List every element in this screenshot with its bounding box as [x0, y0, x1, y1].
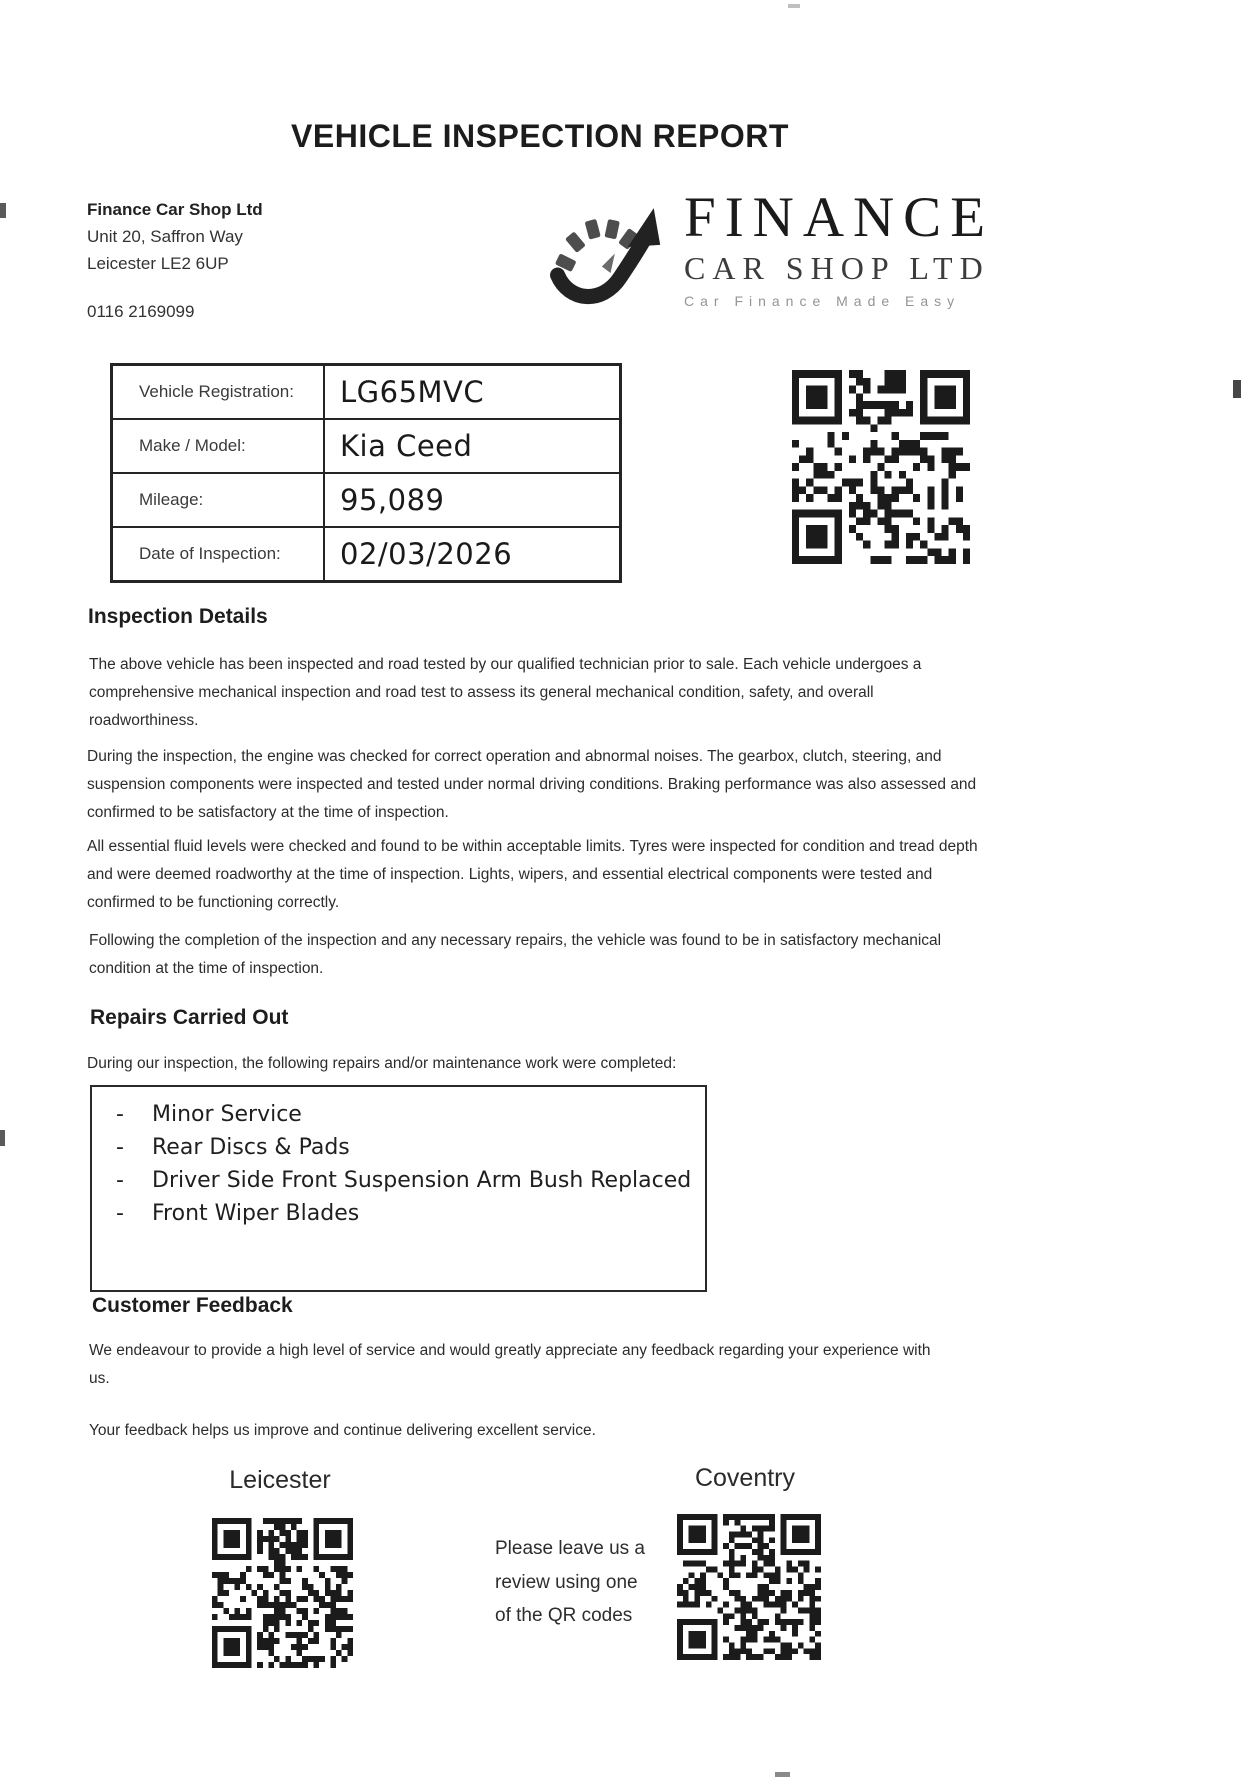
- location-label-leicester: Leicester: [229, 1466, 331, 1494]
- row-value: 02/03/2026: [340, 537, 513, 571]
- qr-review-note: [495, 1532, 645, 1633]
- inspection-paragraph-2: During the inspection, the engine was checked for correct operation and abnormal noises. The gearbox, clutch, steering, and suspension components were inspected and tested under normal driving conditions. Braking performance was also assessed and confirmed to be satisfactory at the time of inspection.: [87, 748, 977, 821]
- company-address-block: [87, 196, 263, 325]
- vehicle-details-table: [110, 363, 622, 583]
- row-value: 95,089: [340, 483, 445, 517]
- inspection-paragraph-4: Following the completion of the inspection and any necessary repairs, the vehicle was found to be in satisfactory mechanical condition at the time of inspection.: [89, 932, 942, 977]
- table-row-registration: [113, 366, 619, 418]
- feedback-paragraph-1: We endeavour to provide a high level of service and would greatly appreciate any feedback regarding your experience with us.: [89, 1342, 931, 1387]
- repair-item-label: Driver Side Front Suspension Arm Bush Replaced: [152, 1168, 692, 1193]
- repairs-intro: During our inspection, the following repairs and/or maintenance work were completed:: [87, 1055, 677, 1072]
- table-row-inspection-date: [113, 526, 619, 580]
- company-phone: 0116 2169099: [87, 302, 195, 321]
- logo-tagline: Car Finance Made Easy: [684, 293, 961, 309]
- speedometer-arrow-icon: [548, 206, 686, 314]
- row-value: LG65MVC: [340, 375, 485, 409]
- scan-artifact: [775, 1772, 790, 1777]
- page-title: VEHICLE INSPECTION REPORT: [291, 118, 789, 154]
- company-address-line-2: Leicester LE2 6UP: [87, 254, 229, 273]
- repair-item: [116, 1131, 705, 1164]
- repair-item: [116, 1098, 705, 1131]
- repair-item-label: Front Wiper Blades: [152, 1201, 360, 1226]
- qr-note-line-1: Please leave us a: [495, 1538, 645, 1559]
- customer-feedback-heading: Customer Feedback: [92, 1294, 293, 1317]
- row-label: Mileage:: [113, 474, 325, 526]
- repair-item: [116, 1197, 705, 1230]
- list-dash-marker: -: [116, 1135, 124, 1160]
- table-row-mileage: [113, 472, 619, 526]
- scan-artifact: [1233, 380, 1241, 398]
- feedback-paragraph-2: Your feedback helps us improve and continue delivering excellent service.: [89, 1422, 596, 1439]
- vehicle-qr-code: [792, 370, 970, 564]
- coventry-review-qr-code: [677, 1514, 821, 1660]
- inspection-paragraph-1: The above vehicle has been inspected and road tested by our qualified technician prior to sale. Each vehicle undergoes a comprehensive mechanical inspection and road test to assess its general mechanical condition, safety, and overall roadworthiness.: [89, 656, 922, 729]
- repair-item: [116, 1164, 705, 1197]
- qr-note-line-3: of the QR codes: [495, 1605, 633, 1626]
- inspection-details-heading: Inspection Details: [88, 605, 268, 628]
- company-address-line-1: Unit 20, Saffron Way: [87, 227, 243, 246]
- list-dash-marker: -: [116, 1201, 124, 1226]
- inspection-paragraph-3: All essential fluid levels were checked and found to be within acceptable limits. Tyres were inspected for condition and tread depth and were deemed roadworthy at the time of inspection. Lights, wipers, and essential electrical components were tested and confirmed to be functioning correctly.: [87, 838, 978, 911]
- repairs-heading: Repairs Carried Out: [90, 1006, 289, 1029]
- row-value: Kia Ceed: [340, 429, 473, 463]
- repair-item-label: Minor Service: [152, 1102, 302, 1127]
- logo-wordmark-finance: FINANCE: [684, 186, 995, 249]
- repairs-list-box: [90, 1085, 707, 1292]
- scan-artifact: [0, 203, 6, 218]
- scan-artifact: [0, 1130, 5, 1146]
- row-label: Vehicle Registration:: [113, 366, 325, 418]
- table-row-make-model: [113, 418, 619, 472]
- repair-item-label: Rear Discs & Pads: [152, 1135, 350, 1160]
- company-name: Finance Car Shop Ltd: [87, 200, 263, 219]
- row-label: Make / Model:: [113, 420, 325, 472]
- logo-wordmark-car-shop-ltd: CAR SHOP LTD: [684, 250, 990, 286]
- scan-artifact: [788, 4, 800, 8]
- leicester-review-qr-code: [212, 1518, 353, 1668]
- location-label-coventry: Coventry: [694, 1464, 796, 1492]
- qr-note-line-2: review using one: [495, 1571, 638, 1593]
- list-dash-marker: -: [116, 1102, 124, 1127]
- list-dash-marker: -: [116, 1168, 124, 1193]
- row-label: Date of Inspection:: [113, 528, 325, 580]
